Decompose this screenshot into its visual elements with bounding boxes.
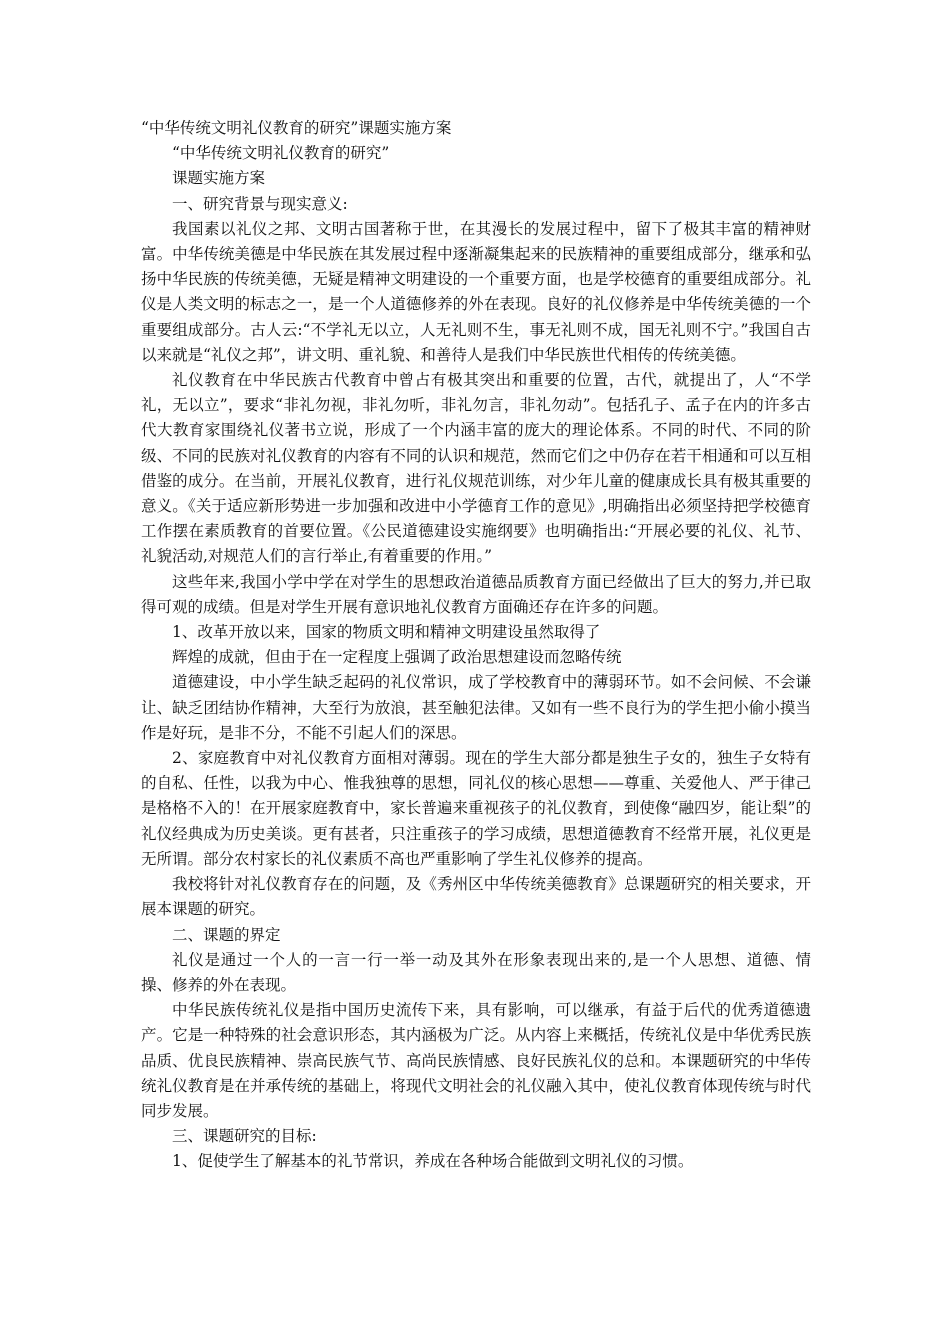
- body-paragraph: 我校将针对礼仪教育存在的问题，及《秀州区中华传统美德教育》总课题研究的相关要求，开展本课题的研究。: [141, 875, 811, 919]
- section-heading: 二、课题的界定: [172, 925, 281, 944]
- list-item: 1、改革开放以来，国家的物质文明和精神文明建设虽然取得了: [172, 623, 601, 642]
- body-paragraph: 辉煌的成就，但由于在一定程度上强调了政治思想建设而忽略传统: [172, 648, 622, 667]
- subtitle-line: “中华传统文明礼仪教育的研究”: [172, 144, 390, 163]
- body-paragraph: 这些年来,我国小学中学在对学生的思想政治道德品质教育方面已经做出了巨大的努力,并已取得可观的成绩。但是对学生开展有意识地礼仪教育方面确还存在许多的问题。: [141, 572, 811, 616]
- body-paragraph: 道德建设，中小学生缺乏起码的礼仪常识，成了学校教育中的薄弱环节。如不会问候、不会谦让、缺乏团结协作精神，大至行为放浪，甚至触犯法律。又如有一些不良行为的学生把小偷小摸当作是好玩，是非不分，不能不引起人们的深思。: [141, 673, 811, 742]
- section-heading: 三、课题研究的目标:: [172, 1127, 317, 1146]
- document-body: [141, 116, 811, 1175]
- list-item: 1、促使学生了解基本的礼节常识，养成在各种场合能做到文明礼仪的习惯。: [172, 1152, 694, 1171]
- subtitle-line: 课题实施方案: [172, 169, 266, 188]
- section-heading: 一、研究背景与现实意义:: [172, 194, 348, 213]
- document-title: “中华传统文明礼仪教育的研究”课题实施方案: [141, 119, 452, 137]
- body-paragraph: 我国素以礼仪之邦、文明古国著称于世，在其漫长的发展过程中，留下了极其丰富的精神财富。中华传统美德是中华民族在其发展过程中逐渐凝集起来的民族精神的重要组成部分，继承和弘扬中华民族的传统美德，无疑是精神文明建设的一个重要方面，也是学校德育的重要组成部分。礼仪是人类文明的标志之一，是一个人道德修养的外在表现。良好的礼仪修养是中华传统美德的一个重要组成部分。古人云:“不学礼无以立，人无礼则不生，事无礼则不成，国无礼则不宁。”我国自古以来就是“礼仪之邦”，讲文明、重礼貌、和善待人是我们中华民族世代相传的传统美德。: [141, 219, 811, 364]
- body-paragraph: 礼仪是通过一个人的一言一行一举一动及其外在形象表现出来的,是一个人思想、道德、情操、修养的外在表现。: [141, 950, 811, 994]
- body-paragraph: 礼仪教育在中华民族古代教育中曾占有极其突出和重要的位置，古代，就提出了，人“不学礼，无以立”，要求“非礼勿视，非礼勿听，非礼勿言，非礼勿动”。包括孔子、孟子在内的许多古代大教育家围绕礼仪著书立说，形成了一个内涵丰富的庞大的理论体系。不同的时代、不同的阶级、不同的民族对礼仪教育的内容有不同的认识和规范，然而它们之中仍存在若干相通和可以互相借鉴的成分。在当前，开展礼仪教育，进行礼仪规范训练，对少年儿童的健康成长具有极其重要的意义。《关于适应新形势进一步加强和改进中小学德育工作的意见》,明确指出必须坚持把学校德育工作摆在素质教育的首要位置。《公民道德建设实施纲要》也明确指出:“开展必要的礼仪、礼节、礼貌活动,对规范人们的言行举止,有着重要的作用。”: [141, 371, 811, 566]
- body-paragraph: 中华民族传统礼仪是指中国历史流传下来，具有影响，可以继承，有益于后代的优秀道德遗产。它是一种特殊的社会意识形态，其内涵极为广泛。从内容上来概括，传统礼仪是中华优秀民族品质、优良民族精神、崇高民族气节、高尚民族情感、良好民族礼仪的总和。本课题研究的中华传统礼仪教育是在并承传统的基础上，将现代文明社会的礼仪融入其中，使礼仪教育体现传统与时代同步发展。: [141, 1001, 811, 1120]
- list-item: 2、家庭教育中对礼仪教育方面相对薄弱。现在的学生大部分都是独生子女的，独生子女特有的自私、任性，以我为中心、惟我独尊的思想，同礼仪的核心思想——尊重、关爱他人、严于律己是格格不入的！在开展家庭教育中，家长普遍来重视孩子的礼仪教育，到使像“融四岁，能让梨”的礼仪经典成为历史美谈。更有甚者，只注重孩子的学习成绩，思想道德教育不经常开展，礼仪更是无所谓。部分农村家长的礼仪素质不高也严重影响了学生礼仪修养的提高。: [141, 749, 811, 868]
